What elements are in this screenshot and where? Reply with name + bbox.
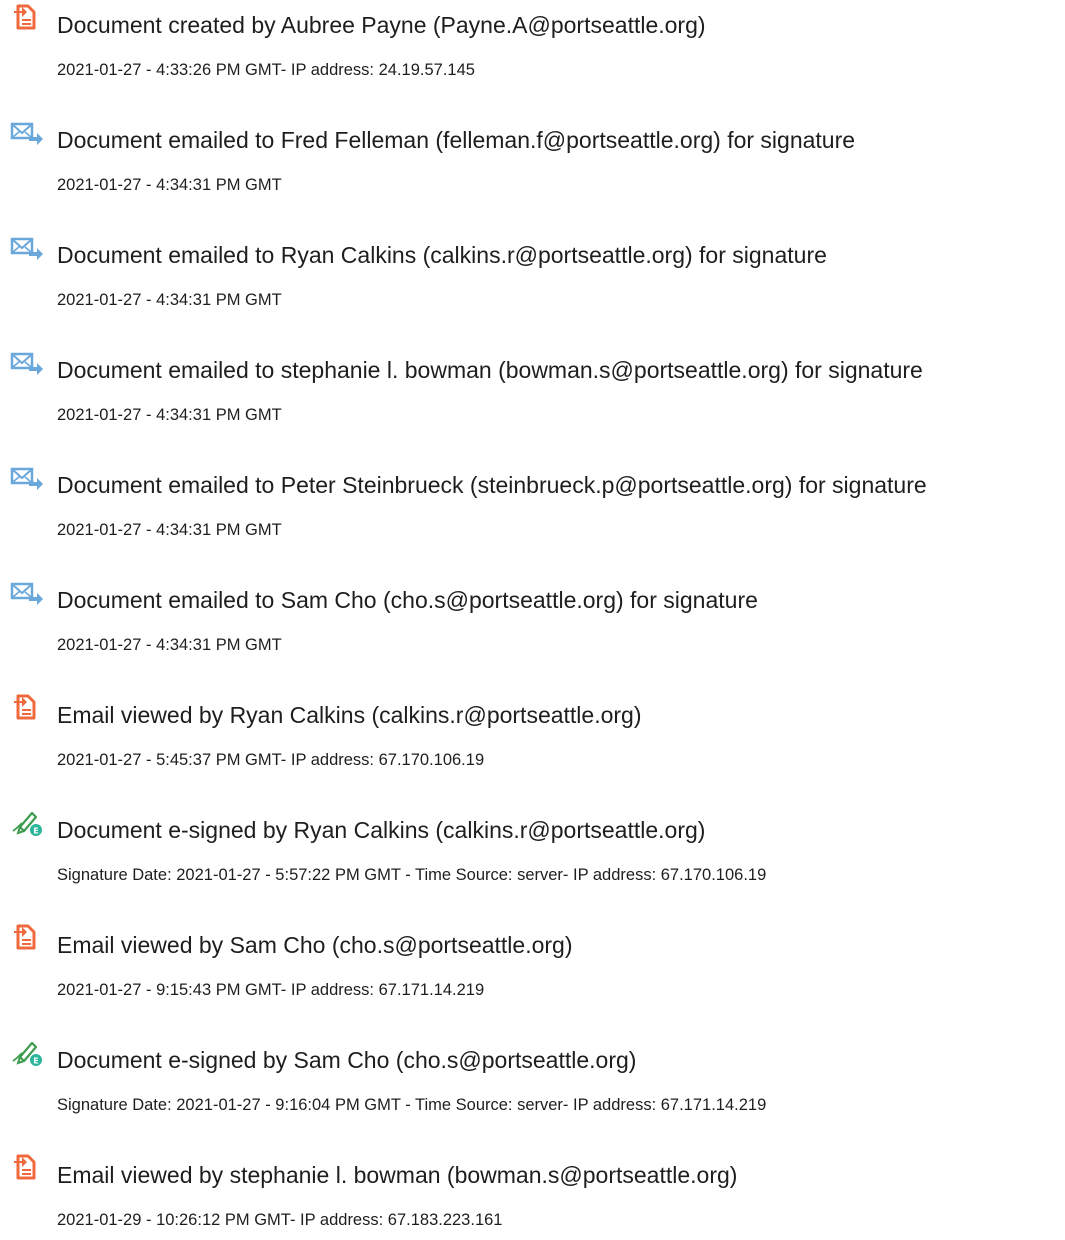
e-signed-icon <box>10 1037 44 1069</box>
event-timestamp: 2021-01-27 - 4:34:31 PM GMT <box>57 176 282 194</box>
event-timestamp: 2021-01-27 - 9:15:43 PM GMT- IP address: 67.171.14.219 <box>57 981 485 999</box>
svg-text:E: E <box>33 1056 39 1066</box>
event-title: Document emailed to Peter Steinbrueck (steinbrueck.p@portseattle.org) for signature <box>57 472 927 498</box>
audit-event <box>0 1150 1065 1240</box>
audit-event <box>0 690 1065 780</box>
audit-event <box>0 115 1065 205</box>
email-sent-icon <box>10 232 44 264</box>
event-title: Email viewed by Ryan Calkins (calkins.r@portseattle.org) <box>57 702 642 728</box>
email-sent-icon <box>10 462 44 494</box>
audit-event <box>0 1035 1065 1125</box>
event-title: Document e-signed by Sam Cho (cho.s@portseattle.org) <box>57 1047 637 1073</box>
event-title: Email viewed by stephanie l. bowman (bowman.s@portseattle.org) <box>57 1162 738 1188</box>
event-title: Document e-signed by Ryan Calkins (calkins.r@portseattle.org) <box>57 817 706 843</box>
audit-event <box>0 230 1065 320</box>
audit-event <box>0 805 1065 895</box>
event-timestamp: 2021-01-27 - 4:33:26 PM GMT- IP address: 24.19.57.145 <box>57 61 475 79</box>
email-sent-icon <box>10 577 44 609</box>
event-title: Email viewed by Sam Cho (cho.s@portseattle.org) <box>57 932 573 958</box>
email-sent-icon <box>10 117 44 149</box>
svg-text:E: E <box>33 826 39 836</box>
audit-event <box>0 460 1065 550</box>
e-signed-icon <box>10 807 44 839</box>
event-timestamp: 2021-01-27 - 5:45:37 PM GMT- IP address: 67.170.106.19 <box>57 751 485 769</box>
document-viewed-icon <box>10 922 44 954</box>
event-title: Document emailed to Ryan Calkins (calkins.r@portseattle.org) for signature <box>57 242 827 268</box>
event-timestamp: 2021-01-27 - 4:34:31 PM GMT <box>57 291 282 309</box>
event-title: Document emailed to Fred Felleman (felleman.f@portseattle.org) for signature <box>57 127 856 153</box>
event-title: Document created by Aubree Payne (Payne.A@portseattle.org) <box>57 12 706 38</box>
event-signature-details: Signature Date: 2021-01-27 - 5:57:22 PM GMT - Time Source: server- IP address: 67.170.106.19 <box>57 866 767 884</box>
email-sent-icon <box>10 347 44 379</box>
audit-event <box>0 575 1065 665</box>
document-viewed-icon <box>10 1152 44 1184</box>
audit-event <box>0 345 1065 435</box>
document-created-icon <box>10 2 44 34</box>
document-viewed-icon <box>10 692 44 724</box>
event-timestamp: 2021-01-27 - 4:34:31 PM GMT <box>57 406 282 424</box>
audit-event <box>0 0 1065 90</box>
event-title: Document emailed to stephanie l. bowman (bowman.s@portseattle.org) for signature <box>57 357 923 383</box>
event-signature-details: Signature Date: 2021-01-27 - 9:16:04 PM GMT - Time Source: server- IP address: 67.171.14.219 <box>57 1096 767 1114</box>
event-timestamp: 2021-01-29 - 10:26:12 PM GMT- IP address: 67.183.223.161 <box>57 1211 503 1229</box>
audit-event <box>0 920 1065 1010</box>
event-timestamp: 2021-01-27 - 4:34:31 PM GMT <box>57 636 282 654</box>
event-timestamp: 2021-01-27 - 4:34:31 PM GMT <box>57 521 282 539</box>
event-title: Document emailed to Sam Cho (cho.s@portseattle.org) for signature <box>57 587 758 613</box>
